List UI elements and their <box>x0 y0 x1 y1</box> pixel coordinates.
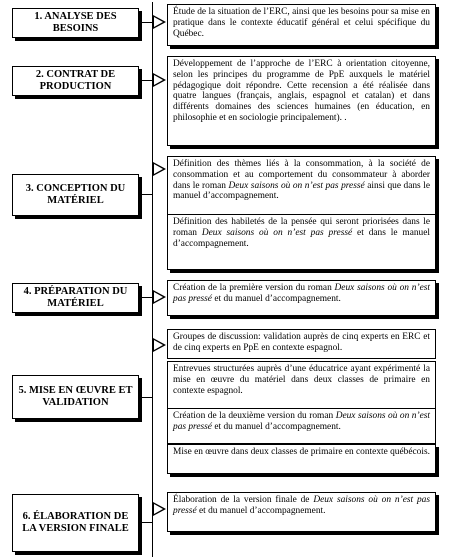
conception-habiletes-text-a: Définition des habiletés de la pensée qui seront priorisées dans le roman <box>173 217 430 238</box>
box-analyse <box>167 4 436 46</box>
preparation-text-c: et du manuel d’accompagnement. <box>211 293 341 304</box>
validation-version-title: Deux saisons où on n’est pas pressé <box>173 411 431 432</box>
box-preparation <box>167 280 436 316</box>
step-4-connector <box>140 297 152 298</box>
step-2-label: 2. CONTRAT DE PRODUCTION <box>35 69 116 92</box>
conception-habiletes-title: Deux saisons où on n’est pas pressé <box>201 227 353 238</box>
step-3-arrow <box>153 162 166 176</box>
validation-quebec-text: Mise en œuvre dans deux classes de primaire en contexte québécois. <box>173 447 430 457</box>
step-5-arrow <box>153 338 166 352</box>
validation-version-text-c: et du manuel d’accompagnement. <box>211 421 341 432</box>
final-title: Deux saisons où on n’est pas pressé <box>173 495 431 516</box>
preparation-text-a: Création de la première version du roman <box>173 283 335 293</box>
step-1-connector <box>140 22 152 23</box>
box-contrat-text: Développement de l’approche de l’ERC à orientation citoyenne, selon les principes du programme de PpE auxquels le matériel pédagogique doit répondre. Cette recension a été réalisée dans quatre langues (français, anglais, espagnol et catalan) et dans différents domaines des sciences humaines (en éducation, en philosophie et en sociologie principalement). . <box>173 59 430 123</box>
step-4-preparation-du-materiel <box>12 283 139 313</box>
box-validation-entrevues <box>167 361 436 409</box>
step-3-connector <box>140 194 152 195</box>
box-elaboration-finale <box>167 492 436 532</box>
validation-entrevues-text: Entrevues structurées auprès d’une éducatrice ayant expérimenté la mise en œuvre du matériel dans deux classes de primaire en contexte espagnol. <box>173 364 430 396</box>
validation-groupes-text: Groupes de discussion: validation auprès de cinq experts en ERC et de cinq experts en PpE en contexte espagnol. <box>173 332 430 353</box>
box-conception <box>167 156 436 270</box>
step-6-label: 6. ÉLABORATION DE LA VERSION FINALE <box>22 511 129 534</box>
step-1-analyse-des-besoins <box>12 8 139 38</box>
step-1-arrow <box>153 15 166 29</box>
step-2-contrat-de-production <box>12 66 139 96</box>
step-3-conception-du-materiel <box>12 174 139 216</box>
final-text-a: Élaboration de la version finale de <box>173 495 314 505</box>
step-4-label: 4. PRÉPARATION DU MATÉRIEL <box>23 286 128 309</box>
conception-themes-title: Deux saisons où on n’est pas pressé <box>228 180 365 191</box>
step-1-label: 1. ANALYSE DES BESOINS <box>34 11 117 34</box>
preparation-title: Deux saisons où on n’est pas pressé <box>173 283 430 304</box>
step-5-connector <box>140 397 152 398</box>
step-5-label: 5. MISE EN ŒUVRE ET VALIDATION <box>18 385 133 408</box>
step-6-arrow <box>153 502 166 516</box>
step-2-connector <box>140 80 152 81</box>
box-validation-deuxieme-version <box>167 408 436 444</box>
step-6-elaboration-version-finale <box>12 494 139 552</box>
conception-themes-text-c: ainsi que dans le manuel d’accompagnement. <box>173 180 431 202</box>
step-5-mise-en-oeuvre-validation <box>12 375 139 419</box>
conception-habiletes-text-c: et dans le manuel d’accompagnement. <box>173 227 431 249</box>
box-validation-quebec <box>167 444 436 474</box>
box-validation-groupes <box>167 329 436 359</box>
validation-version-text-a: Création de la deuxième version du roman <box>173 411 336 421</box>
step-2-arrow <box>153 73 166 87</box>
box-contrat <box>167 56 436 146</box>
conception-habiletes <box>168 215 435 251</box>
step-4-arrow <box>153 290 166 304</box>
step-6-connector <box>140 522 152 523</box>
conception-themes-text-a: Définition des thèmes liés à la consommation, à la société de consommation et au comportement du consommateur à aborder dans le roman <box>173 159 430 191</box>
conception-themes <box>168 157 435 215</box>
box-analyse-text: Étude de la situation de l’ERC, ainsi que les besoins pour sa mise en pratique dans le contexte éducatif général et celui spécifique du Québec. <box>173 7 430 39</box>
step-3-label: 3. CONCEPTION DU MATÉRIEL <box>25 183 126 206</box>
final-text-c: et du manuel d’accompagnement. <box>196 505 326 516</box>
